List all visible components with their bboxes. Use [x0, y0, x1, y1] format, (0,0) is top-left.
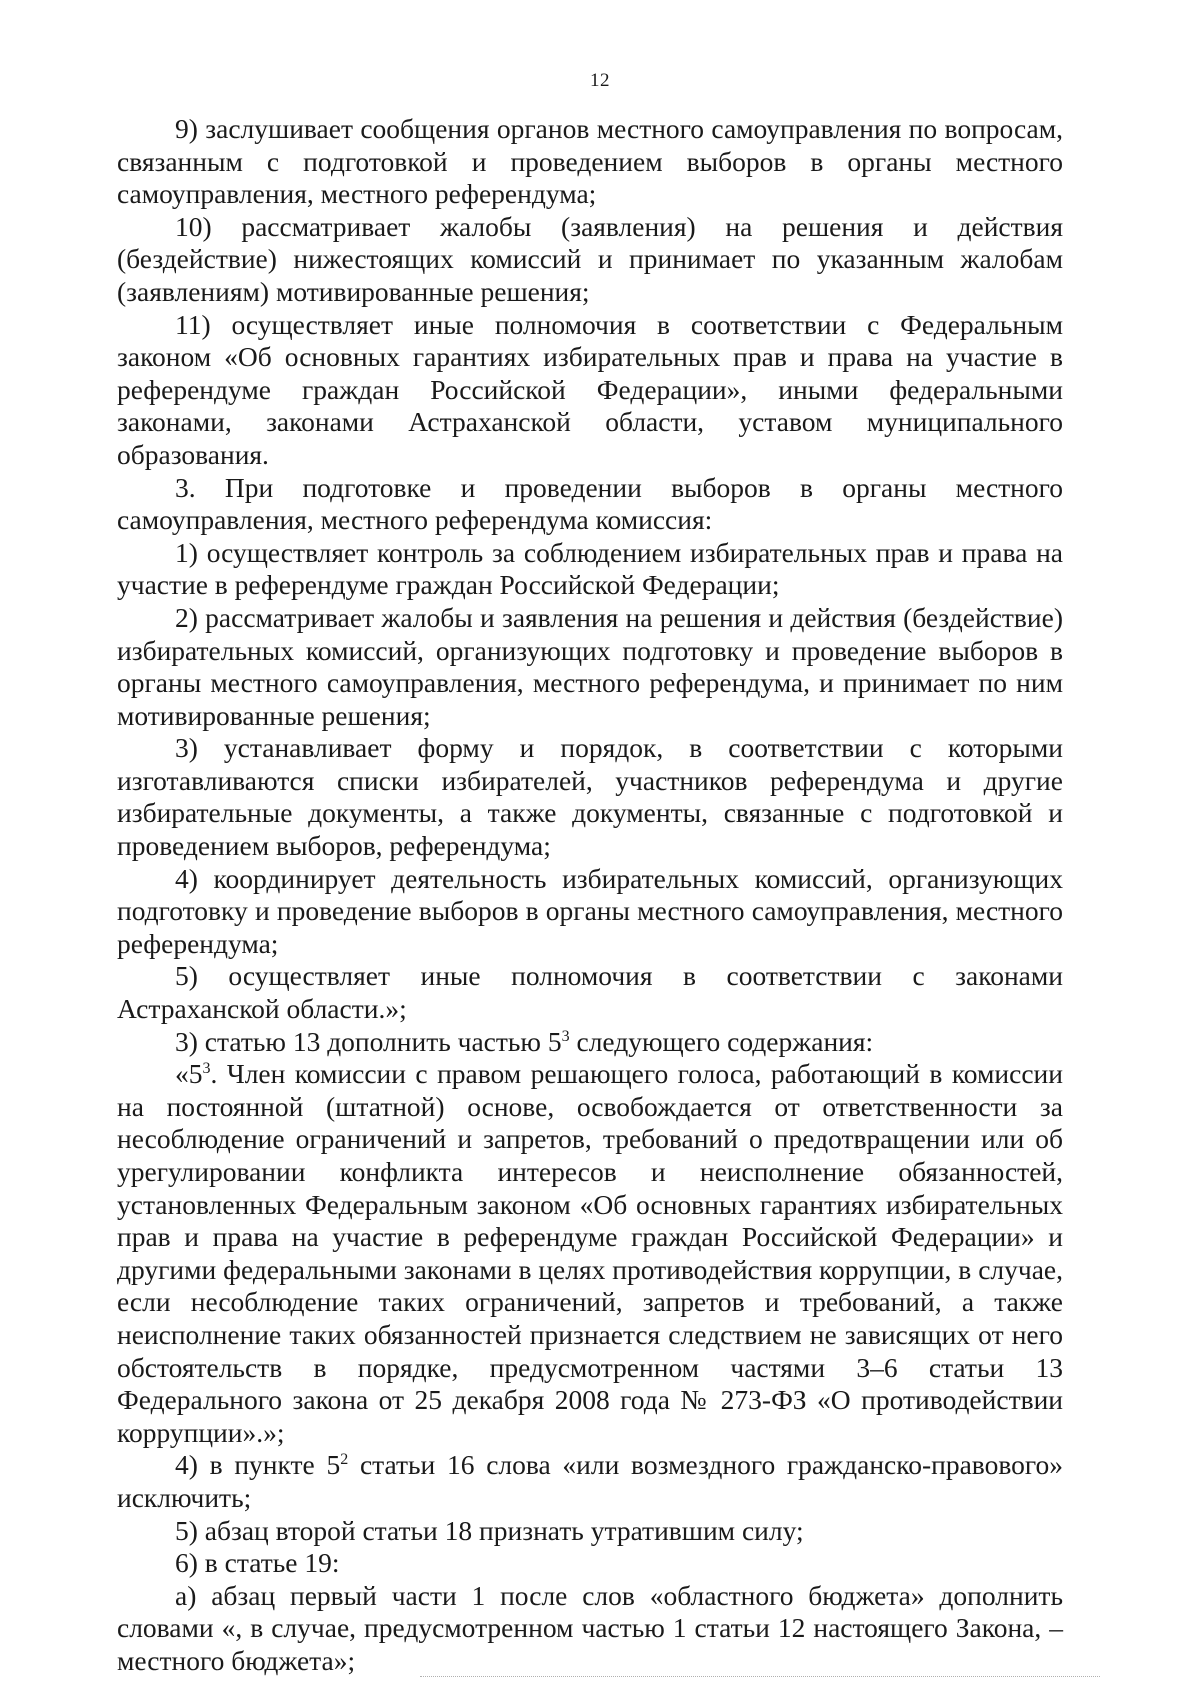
amendment-3-text-end: следующего содержания:: [569, 1025, 874, 1057]
superscript: 2: [340, 1451, 349, 1469]
scan-edge-divider: [420, 1676, 1100, 1677]
document-body: [117, 113, 1063, 1678]
paragraph-part3-item-4: 4) координирует деятельность избирательных комиссий, организующих подготовку и проведение выборов в органы местного самоуправления, местного референдума;: [117, 862, 1063, 959]
paragraph-amendment-6: 6) в статье 19:: [175, 1547, 340, 1579]
amendment-4-text: 4) в пункте 5: [175, 1449, 341, 1481]
part-5-3-number: «5: [175, 1058, 203, 1090]
paragraph-part3-item-2: 2) рассматривает жалобы и заявления на решения и действия (бездействие) избирательных комиссий, организующих подготовку и проведение выборов в органы местного самоуправления, местного референдума, и принимает по ним мотивированные решения;: [117, 601, 1063, 731]
paragraph-item-10: 10) рассматривает жалобы (заявления) на решения и действия (бездействие) нижестоящих комиссий и принимает по указанным жалобам (заявлениям) мотивированные решения;: [117, 210, 1063, 307]
paragraph-part-3: 3. При подготовке и проведении выборов в органы местного самоуправления, местного референдума комиссия:: [117, 471, 1063, 536]
paragraph-amendment-3: [117, 1026, 1063, 1059]
paragraph-item-11: 11) осуществляет иные полномочия в соответствии с Федеральным законом «Об основных гарантиях избирательных прав и права на участие в референдуме граждан Российской Федерации», иными федеральными законами, законами Астраханской области, уставом муниципального образования.: [117, 308, 1063, 470]
paragraph-amendment-5: 5) абзац второй статьи 18 признать утратившим силу;: [175, 1514, 804, 1546]
part-5-3-text: . Член комиссии с правом решающего голоса, работающий в комиссии на постоянной (штатной) основе, освобождается от ответственности за несоблюдение ограничений и запретов, требований о предотвращении или об урегулировании конфликта интересов и неисполнение обязанностей, установленных Федеральным законом «Об основных гарантиях избирательных прав и права на участие в референдуме граждан Российской Федерации» и другими федеральными законами в целях противодействия коррупции, в случае, если несоблюдение таких ограничений, запретов и требований, а также неисполнение таких обязанностей признается следствием не зависящих от него обстоятельств в порядке, предусмотренном частями 3–6 статьи 13 Федерального закона от 25 декабря 2008 года № 273-ФЗ «О противодействии коррупции».»;: [117, 1058, 1063, 1448]
amendment-3-text: 3) статью 13 дополнить частью 5: [175, 1025, 562, 1057]
page-number: 12: [590, 70, 610, 91]
paragraph-part-5-3: [117, 1058, 1063, 1449]
superscript: 3: [561, 1027, 570, 1045]
superscript: 3: [202, 1060, 211, 1078]
paragraph-amendment-4: [117, 1449, 1063, 1514]
paragraph-amendment-6a: а) абзац первый части 1 после слов «областного бюджета» дополнить словами «, в случае, предусмотренном частью 1 статьи 12 настоящего Закона, – местного бюджета»;: [117, 1579, 1063, 1676]
paragraph-part3-item-5: 5) осуществляет иные полномочия в соответствии с законами Астраханской области.»;: [117, 960, 1063, 1025]
paragraph-part3-item-3: 3) устанавливает форму и порядок, в соответствии с которыми изготавливаются списки избирателей, участников референдума и другие избирательные документы, а также документы, связанные с подготовкой и проведением выборов, референдума;: [117, 732, 1063, 862]
paragraph-item-9: 9) заслушивает сообщения органов местного самоуправления по вопросам, связанным с подготовкой и проведением выборов в органы местного самоуправления, местного референдума;: [117, 113, 1063, 210]
amendment-4-text-end: статьи 16 слова «или возмездного гражданско-правового» исключить;: [117, 1449, 1063, 1513]
paragraph-part3-item-1: 1) осуществляет контроль за соблюдением избирательных прав и права на участие в референдуме граждан Российской Федерации;: [117, 536, 1063, 601]
